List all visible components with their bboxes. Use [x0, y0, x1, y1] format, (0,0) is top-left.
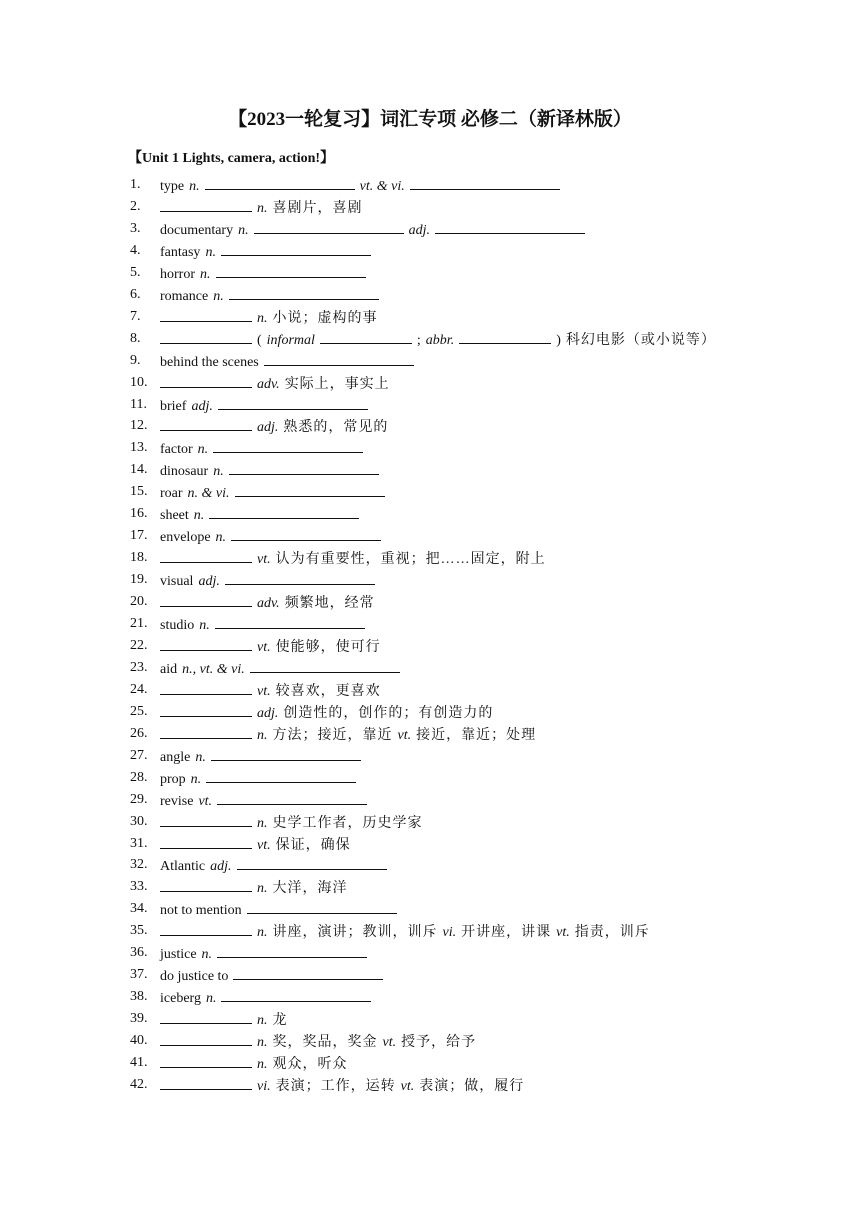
- item-content: [160, 988, 376, 1008]
- answer-blank: [221, 242, 371, 256]
- part-of-speech: adj.: [191, 398, 213, 414]
- item-number: 25.: [130, 703, 148, 719]
- definition-text: 频繁地，经常: [284, 596, 375, 612]
- answer-blank: [160, 681, 252, 695]
- answer-blank: [231, 527, 381, 541]
- part-of-speech: n.: [197, 442, 209, 458]
- answer-blank: [218, 396, 368, 410]
- definition-text: 小说；虚构的事: [272, 310, 378, 326]
- answer-blank: [160, 813, 252, 827]
- definition-text: 认为有重要性，重视；把……固定，附上: [275, 552, 546, 568]
- item-content: [160, 922, 655, 942]
- word-text: roar: [160, 486, 183, 502]
- answer-blank: [215, 615, 365, 629]
- item-content: [160, 1076, 529, 1096]
- answer-blank: [264, 352, 414, 366]
- definition-text: 科幻电影（或小说等）: [565, 332, 716, 348]
- definition-text: 接近，靠近；处理: [416, 727, 537, 743]
- part-of-speech: n.: [190, 771, 202, 787]
- answer-blank: [247, 900, 397, 914]
- part-of-speech: n., vt. & vi.: [182, 661, 245, 677]
- definition-text: 方法；接近，靠近: [272, 727, 393, 743]
- item-content: [160, 747, 366, 767]
- part-of-speech: n.: [257, 925, 268, 941]
- part-of-speech: n.: [201, 947, 213, 963]
- item-number: 31.: [130, 835, 148, 851]
- definition-text: 龙: [272, 1013, 288, 1029]
- part-of-speech: n.: [195, 749, 206, 765]
- answer-blank: [216, 264, 366, 278]
- part-of-speech: vi.: [442, 925, 457, 941]
- answer-blank: [250, 659, 400, 673]
- word-text: sheet: [160, 508, 189, 524]
- definition-text: 使能够，使可行: [275, 639, 381, 655]
- word-text: fantasy: [160, 244, 201, 260]
- item-number: 24.: [130, 681, 148, 697]
- item-content: [160, 330, 721, 350]
- word-text: Atlantic: [160, 859, 206, 875]
- item-number: 22.: [130, 637, 148, 653]
- part-of-speech: vt.: [198, 793, 213, 809]
- item-number: 40.: [130, 1033, 148, 1049]
- item-content: [160, 1032, 481, 1052]
- part-of-speech: n.: [199, 618, 210, 633]
- item-content: [160, 527, 386, 547]
- item-content: [160, 681, 386, 701]
- item-content: [160, 878, 353, 898]
- answer-blank: [225, 571, 375, 585]
- answer-blank: [160, 330, 252, 344]
- item-content: [160, 286, 384, 306]
- item-number: 34.: [130, 901, 148, 917]
- item-content: [160, 966, 388, 986]
- answer-blank: [160, 878, 252, 892]
- word-text: documentary: [160, 222, 234, 238]
- part-of-speech: adj.: [257, 705, 279, 721]
- part-of-speech: adv.: [257, 596, 280, 612]
- part-of-speech: adj.: [408, 222, 430, 238]
- item-number: 37.: [130, 967, 148, 983]
- answer-blank: [217, 944, 367, 958]
- definition-text: 授予，给予: [401, 1035, 477, 1051]
- part-of-speech: n.: [257, 1035, 268, 1051]
- answer-blank: [237, 856, 387, 870]
- part-of-speech: n.: [205, 244, 216, 260]
- word-text: angle: [160, 749, 191, 765]
- item-content: [160, 725, 541, 745]
- word-text: not to mention: [160, 903, 242, 919]
- answer-blank: [160, 1076, 252, 1090]
- answer-blank: [205, 176, 355, 190]
- word-text: type: [160, 179, 185, 194]
- word-text: prop: [160, 771, 186, 787]
- item-number: 28.: [130, 769, 148, 785]
- item-number: 2.: [130, 198, 141, 214]
- answer-blank: [233, 966, 383, 980]
- item-number: 27.: [130, 747, 148, 763]
- part-of-speech: adj.: [210, 859, 232, 875]
- answer-blank: [459, 330, 551, 344]
- word-text: behind the scenes: [160, 354, 259, 370]
- part-of-speech: vt.: [400, 1078, 415, 1094]
- answer-blank: [211, 747, 361, 761]
- part-of-speech: vt.: [382, 1035, 397, 1051]
- item-content: [160, 505, 364, 525]
- answer-blank: [320, 330, 412, 344]
- answer-blank: [160, 549, 252, 563]
- item-number: 9.: [130, 352, 141, 368]
- part-of-speech: abbr.: [425, 332, 455, 348]
- item-content: [160, 439, 368, 459]
- item-number: 20.: [130, 594, 148, 610]
- item-content: [160, 1054, 353, 1074]
- item-number: 7.: [130, 308, 141, 324]
- word-text: iceberg: [160, 991, 201, 1007]
- definition-text: 开讲座，讲课: [461, 925, 552, 941]
- word-text: aid: [160, 661, 178, 677]
- definition-text: 较喜欢，更喜欢: [275, 683, 381, 699]
- part-of-speech: n.: [215, 530, 227, 546]
- item-content: [160, 308, 383, 328]
- item-number: 11.: [130, 396, 147, 412]
- item-number: 36.: [130, 945, 148, 961]
- word-text: (: [257, 332, 262, 348]
- item-number: 1.: [130, 177, 141, 192]
- definition-text: 表演；做，履行: [419, 1078, 525, 1094]
- word-text: ): [556, 332, 561, 348]
- part-of-speech: vt.: [257, 837, 271, 853]
- answer-blank: [229, 286, 379, 300]
- item-content: [160, 615, 370, 635]
- item-number: 12.: [130, 418, 148, 434]
- item-content: [160, 900, 402, 920]
- answer-blank: [160, 637, 252, 651]
- answer-blank: [160, 922, 252, 936]
- item-number: 33.: [130, 879, 148, 895]
- item-number: 15.: [130, 484, 148, 500]
- item-number: 4.: [130, 242, 141, 258]
- part-of-speech: n.: [213, 464, 224, 480]
- answer-blank: [254, 220, 404, 234]
- part-of-speech: n.: [189, 179, 200, 194]
- item-content: [160, 1010, 293, 1030]
- item-number: 18.: [130, 550, 148, 566]
- answer-blank: [160, 593, 252, 607]
- item-content: [160, 461, 384, 481]
- item-content: [160, 352, 419, 372]
- word-text: factor: [160, 442, 193, 458]
- item-content: [160, 571, 380, 591]
- item-content: [160, 198, 368, 218]
- part-of-speech: n.: [257, 1057, 268, 1072]
- answer-blank: [160, 1054, 252, 1068]
- item-content: [160, 483, 390, 503]
- answer-blank: [160, 703, 252, 717]
- item-content: [160, 593, 380, 613]
- word-text: envelope: [160, 530, 211, 546]
- answer-blank: [209, 505, 359, 519]
- part-of-speech: informal: [266, 332, 315, 348]
- definition-text: 保证，确保: [275, 837, 351, 853]
- item-content: [160, 835, 356, 855]
- item-content: [160, 791, 372, 811]
- item-number: 14.: [130, 462, 148, 478]
- item-number: 42.: [130, 1076, 148, 1092]
- item-content: [160, 813, 428, 833]
- definition-text: 指责，训斥: [574, 925, 650, 941]
- definition-text: 熟悉的，常见的: [283, 420, 389, 436]
- item-number: 41.: [130, 1055, 148, 1070]
- item-content: [160, 659, 405, 679]
- item-number: 5.: [130, 264, 141, 280]
- definition-text: 讲座，演讲；教训，训斥: [272, 925, 438, 941]
- item-number: 38.: [130, 989, 148, 1005]
- part-of-speech: n.: [193, 508, 205, 524]
- item-number: 8.: [130, 330, 141, 346]
- item-content: [160, 703, 498, 723]
- answer-blank: [229, 461, 379, 475]
- answer-blank: [235, 483, 385, 497]
- page-title: 【2023一轮复习】词汇专项 必修二（新译林版）: [228, 109, 632, 130]
- part-of-speech: vt. & vi.: [359, 179, 405, 194]
- item-number: 26.: [130, 725, 148, 741]
- part-of-speech: n.: [238, 222, 249, 238]
- item-content: [160, 242, 376, 262]
- definition-text: 观众，听众: [272, 1057, 348, 1072]
- item-content: [160, 637, 386, 657]
- item-content: [160, 374, 395, 394]
- word-text: brief: [160, 398, 187, 414]
- item-number: 13.: [130, 440, 148, 456]
- answer-blank: [160, 725, 252, 739]
- word-text: do justice to: [160, 969, 229, 985]
- item-number: 17.: [130, 528, 148, 544]
- word-text: visual: [160, 574, 194, 590]
- part-of-speech: n.: [257, 815, 268, 831]
- word-text: justice: [160, 947, 197, 963]
- item-number: 29.: [130, 791, 148, 807]
- item-content: [160, 769, 361, 789]
- part-of-speech: n.: [213, 288, 224, 304]
- answer-blank: [160, 1032, 252, 1046]
- part-of-speech: vt.: [257, 683, 271, 699]
- item-number: 6.: [130, 286, 141, 302]
- part-of-speech: vt.: [397, 727, 412, 743]
- part-of-speech: vt.: [556, 925, 570, 941]
- part-of-speech: n.: [205, 991, 217, 1007]
- part-of-speech: n.: [200, 266, 211, 282]
- answer-blank: [160, 417, 252, 431]
- answer-blank: [160, 198, 252, 212]
- answer-blank: [217, 791, 367, 805]
- answer-blank: [221, 988, 371, 1002]
- item-number: 16.: [130, 506, 148, 522]
- answer-blank: [160, 374, 252, 388]
- item-content: [160, 549, 551, 569]
- part-of-speech: adv.: [257, 376, 280, 392]
- item-number: 3.: [130, 220, 141, 236]
- item-number: 19.: [130, 572, 148, 588]
- word-text: romance: [160, 288, 209, 304]
- part-of-speech: n.: [257, 200, 268, 216]
- item-content: [160, 944, 372, 964]
- word-text: revise: [160, 793, 194, 809]
- definition-text: 大洋，海洋: [272, 881, 348, 897]
- item-number: 21.: [130, 616, 148, 631]
- answer-blank: [410, 176, 560, 190]
- definition-text: 实际上，事实上: [284, 376, 390, 392]
- word-text: ;: [416, 332, 421, 348]
- item-content: [160, 264, 371, 284]
- part-of-speech: n.: [257, 881, 268, 897]
- part-of-speech: n.: [257, 310, 268, 326]
- answer-blank: [160, 835, 252, 849]
- item-number: 39.: [130, 1011, 148, 1027]
- answer-blank: [213, 439, 363, 453]
- part-of-speech: vt.: [257, 639, 271, 655]
- answer-blank: [435, 220, 585, 234]
- item-number: 23.: [130, 659, 148, 675]
- item-content: [160, 396, 373, 416]
- definition-text: 创造性的，创作的；有创造力的: [283, 705, 494, 721]
- item-content: [160, 417, 393, 437]
- part-of-speech: n.: [257, 1013, 268, 1029]
- part-of-speech: n. & vi.: [187, 486, 230, 502]
- part-of-speech: vt.: [257, 552, 271, 568]
- definition-text: 奖，奖品，奖金: [272, 1035, 378, 1051]
- item-number: 35.: [130, 923, 148, 939]
- answer-blank: [160, 1010, 252, 1024]
- word-text: horror: [160, 266, 195, 282]
- answer-blank: [160, 308, 252, 322]
- item-number: 30.: [130, 813, 148, 829]
- word-text: dinosaur: [160, 464, 209, 480]
- definition-text: 史学工作者，历史学家: [272, 815, 423, 831]
- part-of-speech: adj.: [198, 574, 220, 590]
- item-number: 32.: [130, 857, 148, 873]
- definition-text: 喜剧片，喜剧: [272, 200, 363, 216]
- item-content: [160, 220, 590, 240]
- unit-heading: 【Unit 1 Lights, camera, action!】: [128, 151, 335, 166]
- answer-blank: [206, 769, 356, 783]
- part-of-speech: vi.: [257, 1078, 271, 1094]
- part-of-speech: adj.: [257, 420, 279, 436]
- definition-text: 表演；工作，运转: [275, 1078, 396, 1094]
- item-content: [160, 856, 392, 876]
- word-text: studio: [160, 618, 195, 633]
- item-content: [160, 176, 565, 196]
- item-number: 10.: [130, 374, 148, 390]
- part-of-speech: n.: [257, 727, 268, 743]
